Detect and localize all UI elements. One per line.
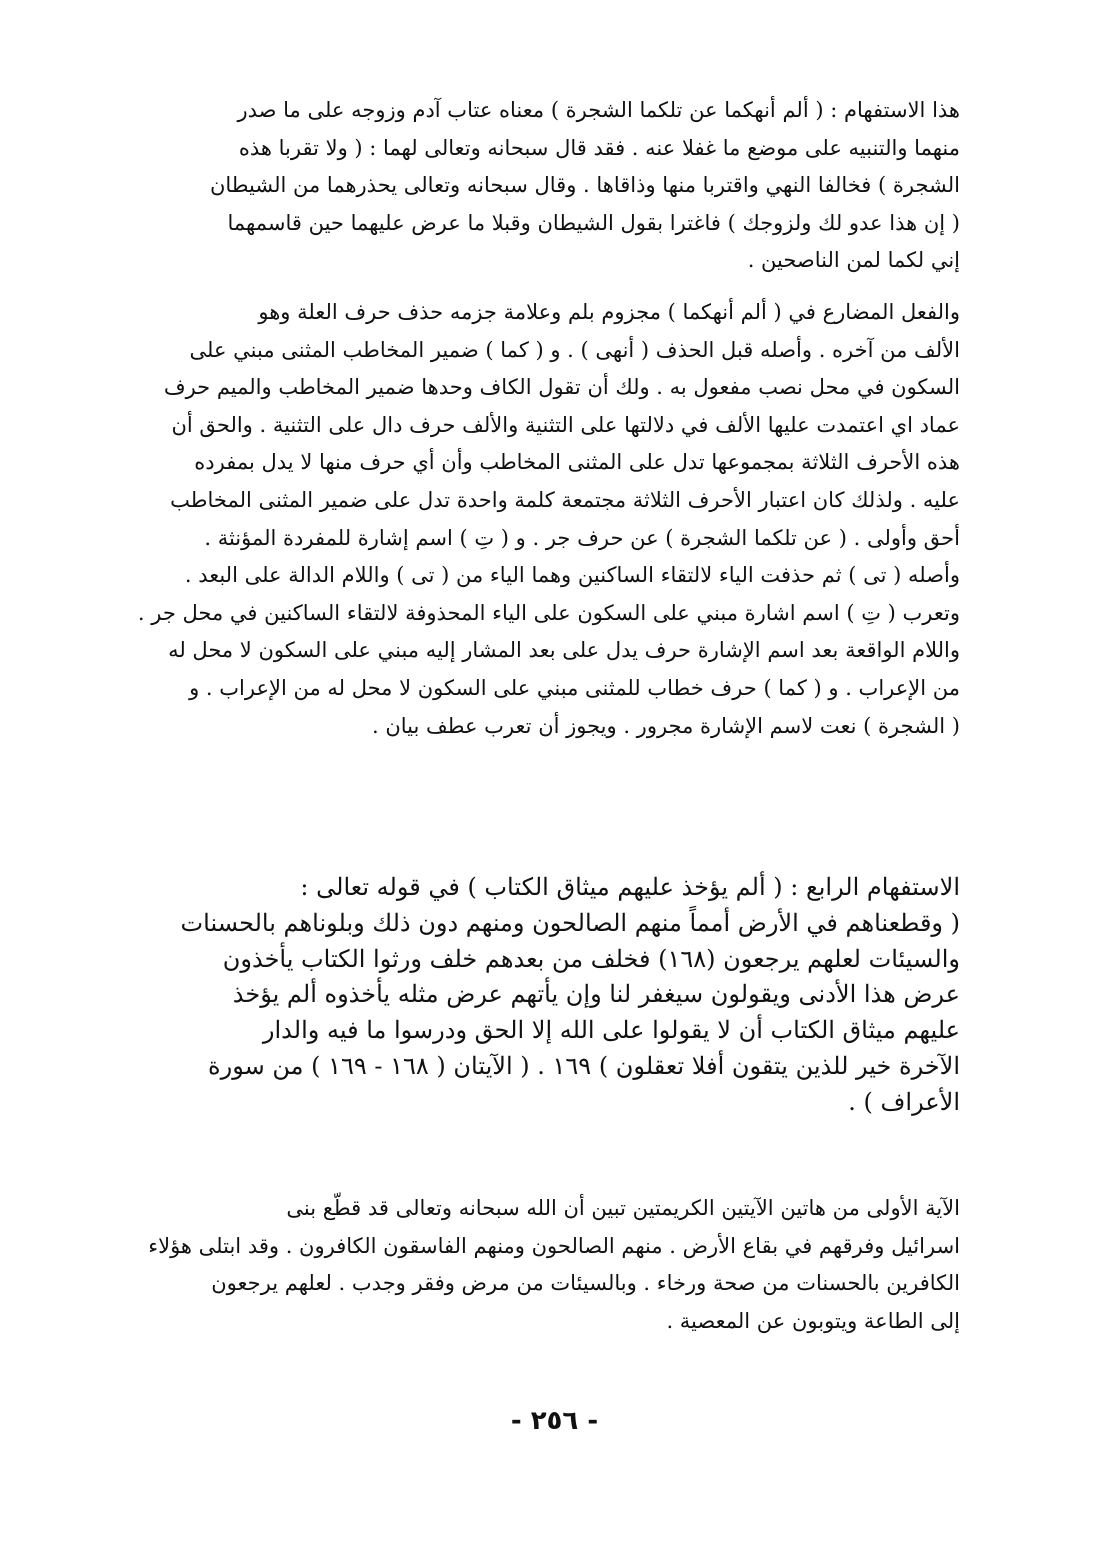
text-line: الأعراف ) . — [848, 1087, 960, 1116]
text-line: الاستفهام الرابع : ( ألم يؤخذ عليهم ميثاق الكتاب ) في قوله تعالى : — [300, 873, 960, 901]
text-line: ( وقطعناهم في الأرض أمماً منهم الصالحون ومنهم دون ذلك وبلوناهم بالحسنات — [180, 908, 960, 937]
text-line: وأصله ( تى ) ثم حذفت الياء لالتقاء الساكنين وهما الياء من ( تى ) واللام الدالة على البعد . — [184, 563, 960, 588]
text-line: منهما والتنبيه على موضع ما غفلا عنه . فقد قال سبحانه وتعالى لهما : ( ولا تقربا هذه — [238, 135, 960, 160]
page-body — [118, 92, 960, 1333]
text-line: إني لكما لمن الناصحين . — [747, 248, 960, 273]
text-line: والسيئات لعلهم يرجعون (١٦٨) فخلف من بعدهم خلف ورثوا الكتاب يأخذون — [222, 944, 960, 973]
text-line: الألف من آخره . وأصله قبل الحذف ( أنهى ) . و ( كما ) ضمير المخاطب المثنى مبني على — [189, 337, 960, 362]
text-line: الشجرة ) فخالفا النهي واقتربا منها وذاقاها . وقال سبحانه وتعالى يحذرهما من الشيطان — [209, 173, 960, 198]
text-line: السكون في محل نصب مفعول به . ولك أن تقول الكاف وحدها ضمير المخاطب والميم حرف — [163, 375, 960, 400]
page-number: - ٢٥٦ - — [510, 1406, 599, 1436]
text-line: الكافرين بالحسنات من صحة ورخاء . وبالسيئات من مرض وفقر وجدب . لعلهم يرجعون — [211, 1271, 960, 1296]
text-line: الآية الأولى من هاتين الآيتين الكريمتين تبين أن الله سبحانه وتعالى قد قطّع بنى — [286, 1196, 960, 1220]
text-line: هذا الاستفهام : ( ألم أنهكما عن تلكما الشجرة ) معناه عتاب آدم وزوجه على ما صدر — [237, 98, 960, 122]
text-line: عليه . ولذلك كان اعتبار الأحرف الثلاثة مجتمعة كلمة واحدة تدل على ضمير المثنى المخاطب — [170, 487, 960, 512]
paragraph-2 — [118, 294, 960, 745]
text-line: عرض هذا الأدنى ويقولون سيغفر لنا وإن يأتهم عرض مثله يأخذوه ألم يؤخذ — [232, 980, 960, 1009]
text-line: وتعرب ( تِ ) اسم اشارة مبني على السكون على الياء المحذوفة لالتقاء الساكنين في محل جر . — [137, 600, 960, 625]
text-line: ( الشجرة ) نعت لاسم الإشارة مجرور . ويجوز أن تعرب عطف بيان . — [371, 713, 960, 738]
text-line: إلى الطاعة ويتوبون عن المعصية . — [666, 1308, 960, 1333]
text-line: والفعل المضارع في ( ألم أنهكما ) مجزوم بلم وعلامة جزمه حذف حرف العلة وهو — [258, 299, 960, 324]
text-line: الآخرة خير للذين يتقون أفلا تعقلون ) ١٦٩ . ( الآيتان ( ١٦٨ - ١٦٩ ) من سورة — [208, 1051, 960, 1080]
text-line: هذه الأحرف الثلاثة بمجموعها تدل على المثنى المخاطب وأن أي حرف منها لا يدل بمفرده — [194, 450, 960, 475]
paragraph-1 — [118, 92, 960, 280]
text-line: عليهم ميثاق الكتاب أن لا يقولوا على الله إلا الحق ودرسوا ما فيه والدار — [262, 1016, 960, 1045]
text-line: واللام الواقعة بعد اسم الإشارة حرف يدل على بعد المشار إليه مبني على السكون لا محل له — [168, 638, 960, 663]
text-line: اسرائيل وفرقهم في بقاع الأرض . منهم الصالحون ومنهم الفاسقون الكافرون . وقد ابتلى هؤلاء — [148, 1233, 960, 1258]
text-line: ( إن هذا عدو لك ولزوجك ) فاغترا بقول الشيطان وقبلا ما عرض عليهما حين قاسمهما — [227, 210, 960, 235]
paragraph-3-bold — [118, 870, 960, 1121]
text-line: أحق وأولى . ( عن تلكما الشجرة ) عن حرف جر . و ( تِ ) اسم إشارة للمفردة المؤنثة . — [204, 525, 960, 550]
paragraph-4 — [118, 1190, 960, 1340]
text-line: عماد اي اعتمدت عليها الألف في دلالتها على التثنية والألف حرف دال على التثنية . والحق أن — [171, 412, 960, 437]
text-line: من الإعراب . و ( كما ) حرف خطاب للمثنى مبني على السكون لا محل له من الإعراب . و — [189, 675, 960, 700]
